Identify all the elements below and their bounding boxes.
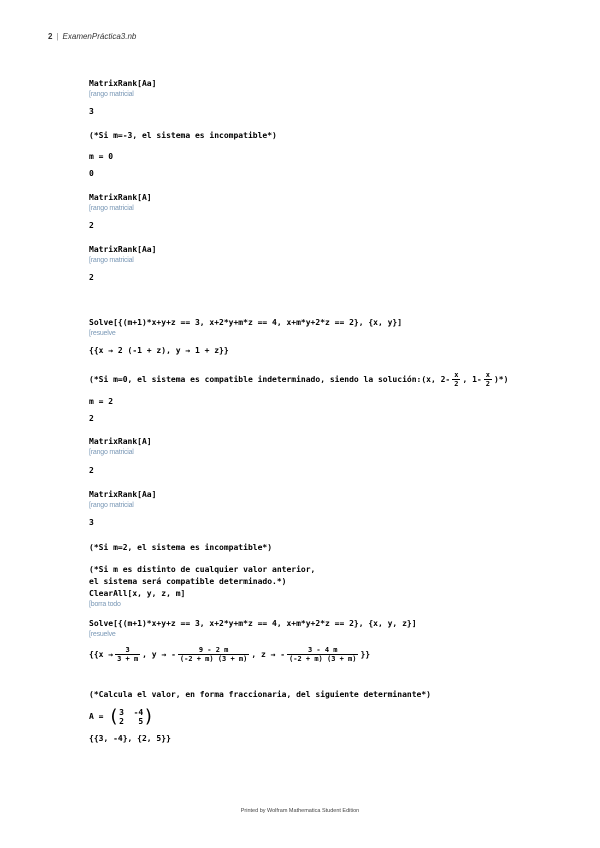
fraction xyxy=(484,371,492,388)
output-cell: 3 xyxy=(89,518,94,527)
fraction-denominator: 2 xyxy=(454,380,459,388)
fraction xyxy=(452,371,460,388)
comment-cell[interactable] xyxy=(89,371,508,388)
fraction-denominator: 3 + m xyxy=(117,655,139,663)
output-cell: 2 xyxy=(89,273,94,282)
input-cell[interactable]: m = 2 xyxy=(89,397,114,406)
fraction-denominator: 2 xyxy=(485,380,490,388)
comment-cell[interactable]: (*Si m=2, el sistema es incompatible*) xyxy=(89,543,273,552)
fraction-numerator: 9 - 2 m xyxy=(178,646,249,655)
function-hint: [borra todo xyxy=(89,601,121,608)
fraction xyxy=(178,646,249,663)
fraction-numerator: 3 - 4 m xyxy=(287,646,358,655)
input-cell[interactable]: m = 0 xyxy=(89,152,114,161)
input-cell[interactable]: MatrixRank[A] xyxy=(89,437,152,446)
function-hint: [rango matricial xyxy=(89,449,134,456)
comment-cell[interactable]: (*Si m es distinto de cualquier valor anterior, xyxy=(89,565,316,574)
comment-text: (*Si m=0, el sistema es compatible indeterminado, siendo la solución:(x, 2- xyxy=(89,375,451,384)
input-cell[interactable]: Solve[{(m+1)*x+y+z == 3, x+2*y+m*z == 4, x+m*y+2*z == 2}, {x, y, z}] xyxy=(89,619,417,628)
page-header xyxy=(48,32,136,41)
matrix xyxy=(119,708,143,726)
comment-cell[interactable]: el sistema será compatible determinado.*) xyxy=(89,577,287,586)
output-cell xyxy=(89,646,370,663)
output-cell: 2 xyxy=(89,221,94,230)
output-cell: {{3, -4}, {2, 5}} xyxy=(89,734,171,743)
comment-text: )*) xyxy=(493,375,509,384)
fraction-numerator: 3 xyxy=(115,646,140,655)
function-hint: [resuelve xyxy=(89,631,116,638)
function-hint: [rango matricial xyxy=(89,502,134,509)
assignment-prefix: A = xyxy=(89,712,104,721)
right-paren: ) xyxy=(143,706,155,727)
output-cell: 2 xyxy=(89,414,94,423)
comment-text: , 1- xyxy=(462,375,482,384)
comment-cell[interactable]: (*Si m=-3, el sistema es incompatible*) xyxy=(89,131,277,140)
input-cell[interactable] xyxy=(89,706,154,727)
function-hint: [resuelve xyxy=(89,330,116,337)
function-hint: [rango matricial xyxy=(89,257,134,264)
output-cell: {{x → 2 (-1 + z), y → 1 + z}} xyxy=(89,346,229,355)
output-text: {{x → xyxy=(89,650,114,659)
output-text: , z → - xyxy=(251,650,286,659)
fraction-denominator: (-2 + m) (3 + m) xyxy=(179,655,248,663)
input-cell[interactable]: Solve[{(m+1)*x+y+z == 3, x+2*y+m*z == 4, x+m*y+2*z == 2}, {x, y}] xyxy=(89,318,403,327)
left-paren: ( xyxy=(108,706,120,727)
input-cell[interactable]: MatrixRank[A] xyxy=(89,193,152,202)
input-cell[interactable]: MatrixRank[Aa] xyxy=(89,245,157,254)
comment-cell[interactable]: (*Calcula el valor, en forma fraccionaria, del siguiente determinante*) xyxy=(89,690,431,699)
fraction-numerator: x xyxy=(454,371,459,379)
fraction-numerator: x xyxy=(485,371,490,379)
output-text: , y → - xyxy=(142,650,176,659)
fraction-denominator: (-2 + m) (3 + m) xyxy=(289,655,357,663)
fraction xyxy=(115,646,140,663)
output-cell: 2 xyxy=(89,466,94,475)
matrix-row: 3 -4 xyxy=(119,707,144,717)
input-cell[interactable]: ClearAll[x, y, z, m] xyxy=(89,589,186,598)
input-cell[interactable]: MatrixRank[Aa] xyxy=(89,79,157,88)
output-cell: 0 xyxy=(89,169,94,178)
input-cell[interactable]: MatrixRank[Aa] xyxy=(89,490,157,499)
matrix-row: 2 5 xyxy=(119,716,144,726)
header-separator: | xyxy=(56,32,59,41)
function-hint: [rango matricial xyxy=(89,91,134,98)
notebook-file-name: ExamenPráctica3.nb xyxy=(62,32,137,41)
output-cell: 3 xyxy=(89,107,94,116)
function-hint: [rango matricial xyxy=(89,205,134,212)
output-text: }} xyxy=(360,650,371,659)
fraction xyxy=(287,646,358,663)
page-number: 2 xyxy=(48,32,53,41)
print-footer: Printed by Wolfram Mathematica Student Edition xyxy=(240,808,360,814)
